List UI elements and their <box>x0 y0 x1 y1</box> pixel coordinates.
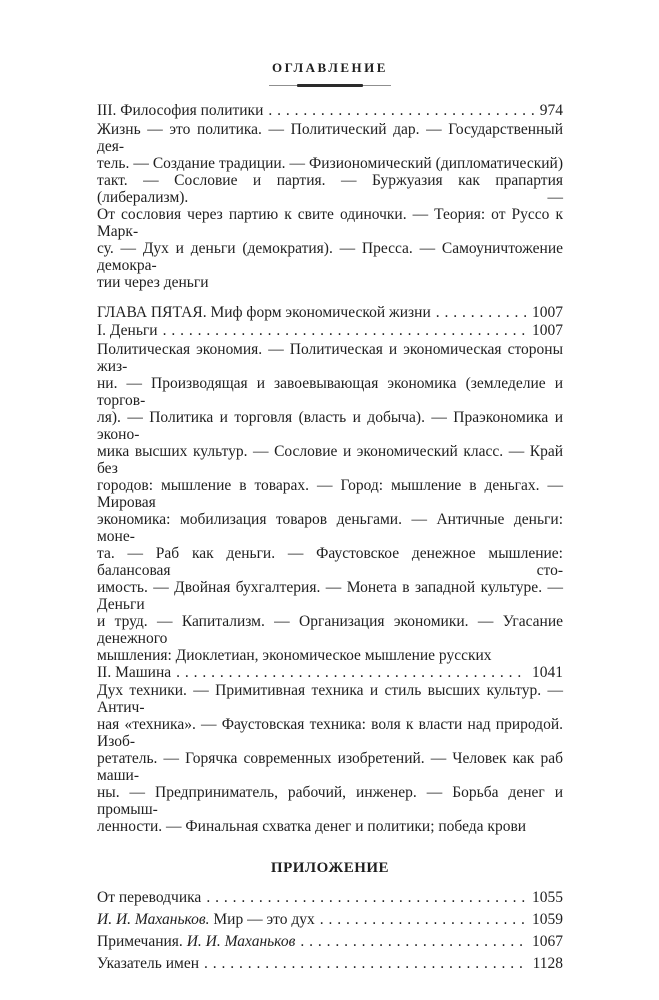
paragraph-line: мика высших культур. — Сословие и экономический класс. — Край без <box>97 442 563 477</box>
paragraph-line: ни. — Производящая и завоевывающая экономика (земледелие и торгов- <box>97 374 563 409</box>
entry-title: I. Деньги <box>97 322 158 339</box>
entry-title: III. Философия политики <box>97 102 264 119</box>
paragraph-line: мышления: Диоклетиан, экономическое мышление русских <box>97 646 492 664</box>
section-summary <box>97 682 563 835</box>
paragraph-line: та. — Раб как деньги. — Фаустовское денежное мышление: балансовая сто- <box>97 544 563 579</box>
author-name-italic: И. И. Маханьков <box>186 933 296 950</box>
paragraph-line: тель. — Создание традиции. — Физиономический (дипломатический) <box>97 154 563 172</box>
dot-leader <box>300 931 526 953</box>
entry-title: II. Машина <box>97 663 172 681</box>
paragraph-line: ля). — Политика и торговля (власть и добыча). — Праэкономика и эконо- <box>97 408 563 443</box>
paragraph-line: такт. — Сословие и партия. — Буржуазия как прапартия (либерализм). — <box>97 171 563 206</box>
section-summary <box>97 121 563 291</box>
toc-entry-name-index <box>97 953 563 975</box>
toc-entry-from-translator <box>97 887 563 909</box>
paragraph-line: тии через деньги <box>97 273 209 291</box>
toc-entry-money <box>97 322 563 341</box>
dot-leader <box>268 102 533 121</box>
section-summary <box>97 341 563 664</box>
page-number: 974 <box>539 102 563 119</box>
toc-entry-philosophy-of-politics <box>97 102 563 121</box>
paragraph-line: От сословия через партию к свите одиночки. — Теория: от Руссо к Марк- <box>97 205 563 240</box>
toc-body <box>97 102 563 975</box>
toc-entry-world-is-spirit <box>97 909 563 931</box>
entry-title: От переводчика <box>97 889 202 906</box>
appendix-heading: ПРИЛОЖЕНИЕ <box>270 860 390 876</box>
paragraph-line: ная «техника». — Фаустовская техника: воля к власти над природой. Изоб- <box>97 716 563 750</box>
entry-title <box>97 909 315 931</box>
page-number: 1128 <box>532 955 563 972</box>
header-divider <box>269 84 391 87</box>
entry-title-text: Примечания. <box>97 933 187 950</box>
paragraph-line: и труд. — Капитализм. — Организация экономики. — Угасание денежного <box>97 612 563 647</box>
dot-leader <box>163 322 526 341</box>
entry-title: Указатель имен <box>97 955 199 972</box>
paragraph-line: имость. — Двойная бухгалтерия. — Монета в западной культуре. — Деньги <box>97 578 563 613</box>
page-number: 1007 <box>532 322 563 339</box>
dot-leader <box>176 664 526 683</box>
paragraph-line: Политическая экономия. — Политическая и экономическая стороны жиз- <box>97 340 563 375</box>
page-number: 1067 <box>532 933 563 950</box>
author-name-italic: И. И. Маханьков. <box>97 911 210 928</box>
page-title: ОГЛАВЛЕНИЕ <box>272 60 388 75</box>
dot-leader <box>436 304 526 323</box>
page-number: 1059 <box>532 911 563 928</box>
toc-entry-notes <box>97 931 563 953</box>
page-number: 1055 <box>532 889 563 906</box>
divider-thick-rule <box>297 84 363 87</box>
dot-leader <box>206 887 526 909</box>
paragraph-line: ретатель. — Горячка современных изобретений. — Человек как раб маши- <box>97 750 563 784</box>
entry-title <box>97 931 295 953</box>
dot-leader <box>204 953 527 975</box>
dot-leader <box>320 909 526 931</box>
paragraph-line: Дух техники. — Примитивная техника и стиль высших культур. — Антич- <box>97 682 563 716</box>
paragraph-line: ны. — Предприниматель, рабочий, инженер. — Борьба денег и промыш- <box>97 784 563 818</box>
entry-title-text: Мир — это дух <box>209 911 315 928</box>
paragraph-line: городов: мышление в товарах. — Город: мышление в деньгах. — Мировая <box>97 476 563 511</box>
page-number: 1007 <box>532 303 563 321</box>
toc-entry-machine <box>97 664 563 683</box>
paragraph-line: су. — Дух и деньги (демократия). — Пресса. — Самоуничтожение демокра- <box>97 239 563 274</box>
paragraph-line: ленности. — Финальная схватка денег и политики; победа крови <box>97 818 527 835</box>
toc-entry-chapter-five <box>97 304 563 323</box>
appendix-list <box>97 887 563 975</box>
paragraph-line: экономика: мобилизация товаров деньгами. — Античные деньги: моне- <box>97 510 563 545</box>
page-number: 1041 <box>532 663 563 681</box>
paragraph-line: Жизнь — это политика. — Политический дар. — Государственный дея- <box>97 120 563 155</box>
entry-title: ГЛАВА ПЯТАЯ. Миф форм экономической жизни <box>97 303 431 321</box>
